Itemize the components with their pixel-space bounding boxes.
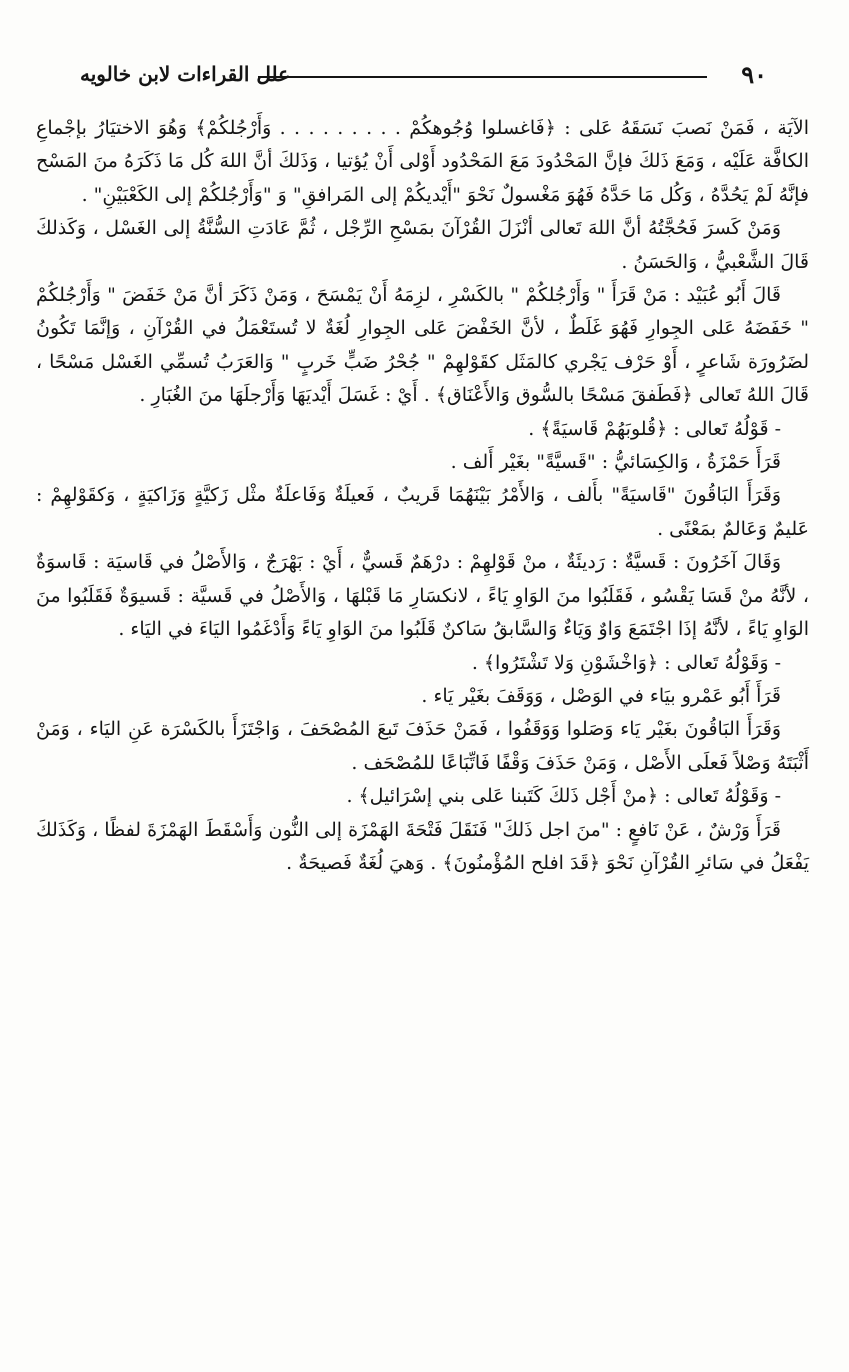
- paragraph: قَرَأَ حَمْزَةُ ، وَالكِسَائيُّ : "قَسيَّةً" بغَيْر أَلف .: [450, 451, 781, 474]
- page-number: ٩٠: [741, 60, 767, 89]
- body-text: [36, 112, 809, 1312]
- running-title: علل القراءات لابن خالويه: [80, 62, 291, 86]
- page-header: [80, 58, 767, 94]
- verse-heading: - وَقَوْلُهُ تَعالى : ﴿منْ أَجْل ذَلكَ كَتَبنا عَلى بني إسْرَائيل﴾ .: [346, 785, 781, 808]
- paragraph: وَقَرَأَ البَاقُونَ بغَيْر يَاء وَصَلوا وَوَقَفُوا ، فَمَنْ حَذَفَ تَبعَ المُصْحَفَ ، وَاجْتَزَأَ بالكَسْرَة عَنِ اليَاء ، وَمَنْ أَثْبَتَهُ وَصْلاً فَعلَى الأَصْل ، وَمَنْ حَذَفَ وَقْفًا فَاتِّبَاعًا للمُصْحَف .: [36, 718, 809, 774]
- verse-heading: - وَقَوْلُهُ تَعالى : ﴿وَاخْشَوْنِ وَلا تَشْتَرُوا﴾ .: [471, 651, 781, 674]
- paragraph: وَقَرَأَ البَاقُونَ "قَاسيَةً" بأَلف ، وَالأَمْرُ بَيْنَهُمَا قَريبٌ ، فَعيلَةٌ وَفَاعلَةٌ مثْل زَكيَّةٍ وَزَاكيَةٍ ، وَكقَوْلهِمْ : عَليمٌ وَعَالمٌ بمَعْنًى .: [36, 484, 809, 540]
- header-rule: [258, 76, 707, 78]
- paragraph: وَقَالَ آخَرُونَ : قَسيَّةٌ : رَديئَةٌ ، منْ قَوْلهِمْ : درْهَمٌ قَسيٌّ ، أَيْ : بَهْرَجٌ ، وَالأَصْلُ في قَاسيَة : قَاسوَةٌ ، لأنَّهُ منْ قَسَا يَقْسُو ، فَقَلَبُوا منَ الوَاوِ يَاءً ، لانكسَارِ مَا قَبْلهَا ، وَالأَصْلُ في قَسيَّة : قَسيوَةٌ فَقَلَبُوا منَ الوَاوِ يَاءً ، لأنَّهُ إذَا اجْتَمَعَ وَاوٌ وَيَاءٌ وَالسَّابقُ سَاكنٌ قَلَبُوا منَ الوَاوِ يَاءً وَأَدْغَمُوا اليَاءَ في اليَاء .: [36, 551, 809, 641]
- paragraph: الآيَة ، فَمَنْ نَصبَ نَسَقَهُ عَلى : ﴿فَاغسلوا وُجُوهكُمْ . . . . . . . . . وَأَرْجُلكُمْ﴾ وَهُوَ الاختيَارُ بإجْماعِ الكافَّة عَلَيْه ، وَمَعَ ذَلكَ فإنَّ المَحْدُودَ مَعَ المَحْدُود أَوْلى أَنْ يُؤتيا ، وَذَلكَ أنَّ اللهَ كُل مَا ذَكَرَهُ منَ المَسْح فإنَّهُ لَمْ يَحُدَّهُ ، وَكُل مَا حَدَّهُ فَهُوَ مَغْسولٌ نَحْوَ "أَيْديكُمْ إلى المَرافقِ" وَ "وَأَرْجُلكُمْ إلى الكَعْبَيْنِ" .: [36, 117, 809, 206]
- paragraph: قَرَأَ وَرْشٌ ، عَنْ نَافعٍ : "منَ اجل ذَلكَ" فَنَقَلَ فَتْحَةَ الهَمْزَة إلى النُّون وَأَسْقَطَ الهَمْزَةَ لفظًا ، وَكَذَلكَ يَفْعَلُ في سَائرِ القُرْآنِ نَحْوَ ﴿قَدَ افلح المُؤْمنُونَ﴾ . وَهيَ لُغَةٌ فَصيحَةٌ .: [36, 818, 809, 874]
- paragraph: وَمَنْ كَسرَ فَحُجَّتُهُ أنَّ اللهَ تَعالى أنْزَلَ القُرْآنَ بمَسْحِ الرِّجْل ، ثُمَّ عَادَتِ السُّنَّةُ إلى الغَسْل ، وَكَذلكَ قَالَ الشَّعْبيُّ ، وَالحَسَنُ .: [36, 217, 809, 273]
- verse-heading: - قَوْلُهُ تَعالى : ﴿قُلوبَهُمْ قَاسيَةً﴾ .: [528, 417, 781, 440]
- paragraph: قَرَأَ أَبُو عَمْرو بيَاء في الوَصْل ، وَوَقَفَ بغَيْر يَاء .: [421, 684, 781, 707]
- paragraph: قَالَ أَبُو عُبَيْد : مَنْ قَرَأَ " وَأَرْجُلكُمْ " بالكَسْرِ ، لزِمَهُ أَنْ يَمْسَحَ ، وَمَنْ ذَكَرَ أنَّ مَنْ خَفَضَ " وَأَرْجُلكُمْ " خَفَضَهُ عَلى الجِوارِ فَهُوَ غَلَطٌ ، لأنَّ الخَفْضَ عَلى الجِوارِ لُغَةٌ لا تُستَعْمَلُ في القُرْآنِ ، وَإنَّمَا تَكُونُ لضَرُورَة شَاعرٍ ، أَوْ حَرْف يَجْري كالمَثَل كقَوْلهِمْ " جُحْرُ ضَبٍّ خَربٍ " وَالعَرَبُ تُسمِّي الغَسْل مَسْحًا ، قَالَ اللهُ تَعالى ﴿فَطَفقَ مَسْحًا بالسُّوق وَالأَعْنَاق﴾ . أَيْ : غَسَلَ أَيْديَهَا وَأَرْجلَهَا منَ الغُبَارِ .: [36, 284, 809, 407]
